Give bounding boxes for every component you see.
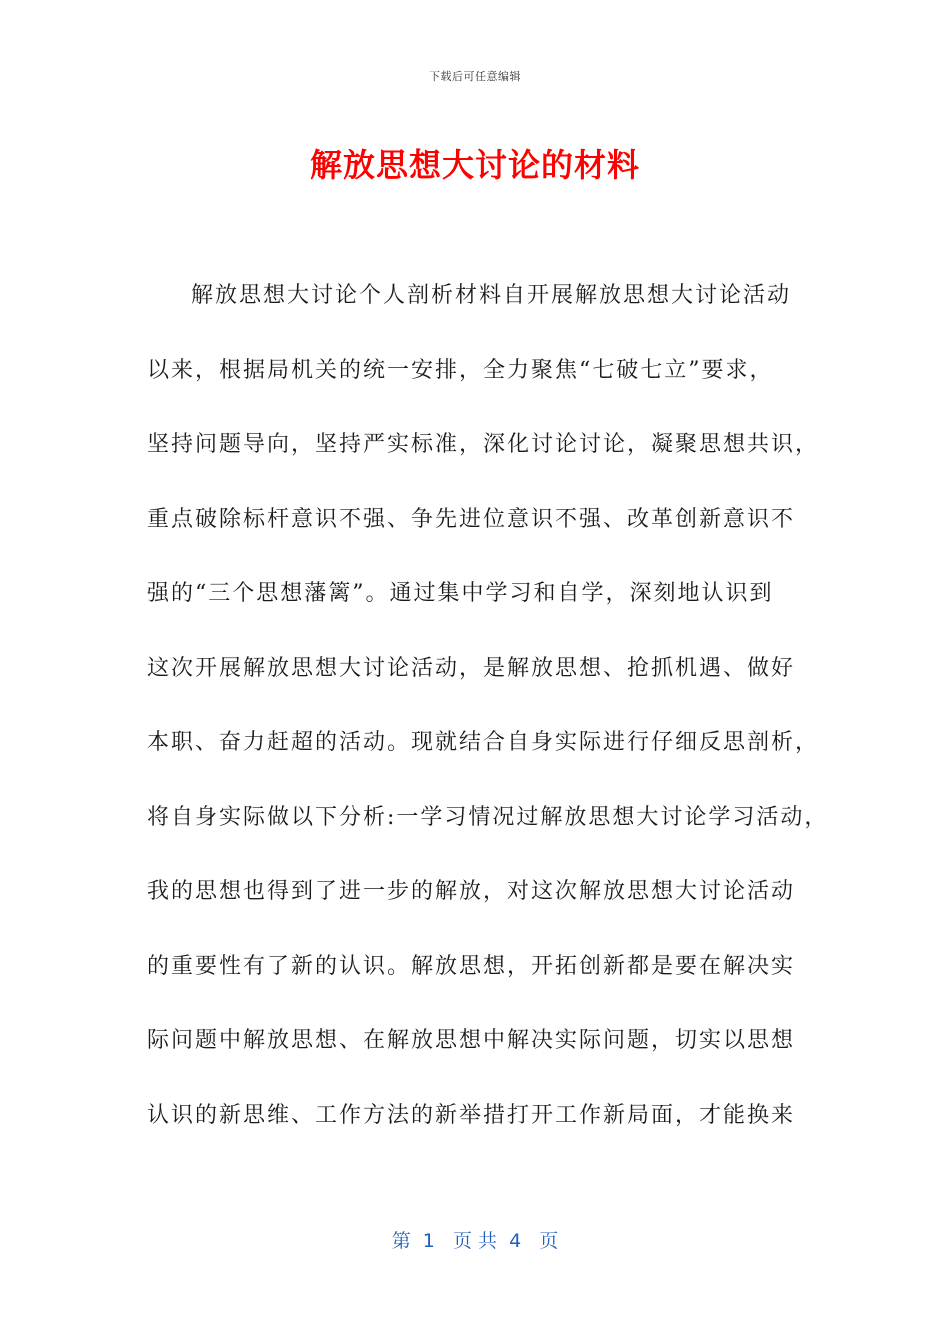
paragraph-line: 这次开展解放思想大讨论活动，是解放思想、抢抓机遇、做好 xyxy=(147,655,796,681)
header-note: 下载后可任意编辑 xyxy=(429,70,521,83)
document-title: 解放思想大讨论的材料 xyxy=(309,146,640,184)
page-number-footer: 第 1 页 共 4 页 xyxy=(391,1230,559,1252)
paragraph-line: 坚持问题导向，坚持严实标准，深化讨论讨论，凝聚思想共识， xyxy=(147,432,820,457)
paragraph-line: 的重要性有了新的认识。解放思想，开拓创新都是要在解决实 xyxy=(147,953,796,979)
document-body xyxy=(147,276,827,1170)
paragraph-line: 以来，根据局机关的统一安排，全力聚焦“七破七立”要求， xyxy=(147,357,774,383)
paragraph-line: 我的思想也得到了进一步的解放，对这次解放思想大讨论活动 xyxy=(147,879,796,904)
paragraph-line: 本职、奋力赶超的活动。现就结合自身实际进行仔细反思剖析， xyxy=(147,730,820,755)
paragraph-line: 将自身实际做以下分析:一学习情况过解放思想大讨论学习活动， xyxy=(147,804,829,830)
paragraph-line: 解放思想大讨论个人剖析材料自开展解放思想大讨论活动 xyxy=(191,283,792,308)
paragraph-line: 认识的新思维、工作方法的新举措打开工作新局面，才能换来 xyxy=(147,1102,796,1128)
paragraph-line: 重点破除标杆意识不强、争先进位意识不强、改革创新意识不 xyxy=(147,506,796,532)
paragraph-line: 强的“三个思想藩篱”。通过集中学习和自学，深刻地认识到 xyxy=(147,581,774,606)
paragraph-line: 际问题中解放思想、在解放思想中解决实际问题，切实以思想 xyxy=(147,1028,796,1053)
